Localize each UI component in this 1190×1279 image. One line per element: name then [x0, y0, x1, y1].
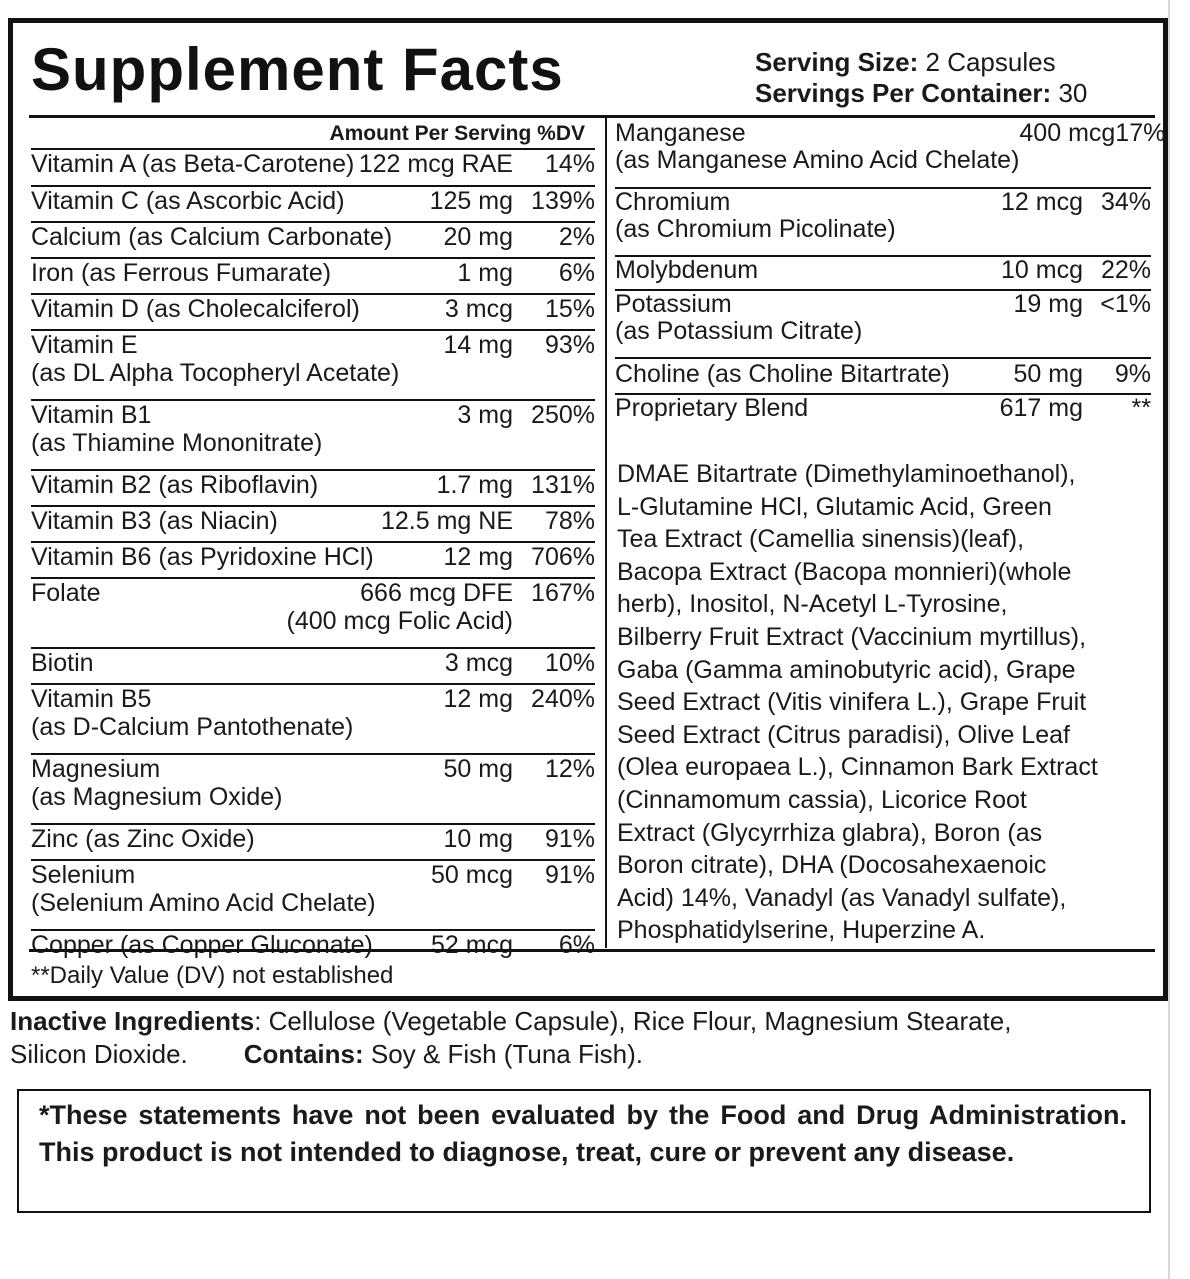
nutrient-amount: 50 mcg: [431, 861, 513, 889]
nutrient-amount: 3 mg: [457, 401, 513, 429]
nutrient-row: [31, 187, 595, 223]
column-divider: [605, 118, 607, 948]
nutrient-name: Vitamin B6 (as Pyridoxine HCl): [31, 543, 374, 571]
nutrient-dv: 706%: [531, 543, 595, 571]
contains-text: Soy & Fish (Tuna Fish).: [370, 1039, 643, 1069]
page-edge-line: [1168, 0, 1170, 1279]
nutrient-row: [615, 189, 1151, 257]
inactive-ingredients: [10, 1005, 1170, 1071]
nutrient-amount: 12 mg: [443, 543, 513, 571]
nutrient-row: [31, 223, 595, 259]
fda-disclaimer: *These statements have not been evaluated by the Food and Drug Administration. This product is not intended to diagnose, treat, cure or prevent any disease.: [17, 1089, 1151, 1213]
nutrient-dv: 240%: [531, 685, 595, 713]
nutrient-name: Choline (as Choline Bitartrate): [615, 360, 950, 388]
nutrient-row: [31, 259, 595, 295]
nutrient-amount: 19 mg: [1013, 290, 1083, 318]
nutrient-name: Chromium: [615, 188, 731, 216]
nutrient-amount: 12.5 mg NE: [380, 507, 513, 535]
nutrient-dv: 78%: [544, 507, 595, 535]
nutrient-dv: 34%: [1100, 188, 1151, 216]
nutrient-name: Vitamin A (as Beta-Carotene): [31, 150, 355, 178]
servings-per-container: Servings Per Container: 30: [755, 78, 1088, 108]
nutrient-row: [31, 649, 595, 685]
nutrient-dv: 12%: [544, 755, 595, 783]
nutrient-amount-note: (400 mcg Folic Acid): [286, 607, 513, 635]
nutrient-name: Magnesium: [31, 755, 161, 783]
nutrient-dv: 93%: [544, 331, 595, 359]
nutrient-amount: 122 mcg RAE: [358, 150, 513, 178]
nutrient-source: (Selenium Amino Acid Chelate): [31, 889, 376, 917]
nutrient-amount: 400 mcg: [1019, 119, 1116, 147]
nutrient-name: Calcium (as Calcium Carbonate): [31, 223, 393, 251]
nutrient-name: Folate: [31, 579, 101, 607]
serving-info: [755, 47, 1087, 109]
nutrient-amount: 14 mg: [443, 331, 513, 359]
nutrient-dv: 2%: [558, 223, 595, 251]
inactive-text-2: Silicon Dioxide.: [10, 1039, 188, 1069]
nutrient-amount: 125 mg: [429, 187, 513, 215]
nutrient-dv: 9%: [1114, 360, 1151, 388]
nutrient-amount: 1.7 mg: [436, 471, 513, 499]
nutrient-amount: 3 mcg: [444, 295, 513, 323]
nutrient-amount: 666 mcg DFE: [360, 579, 513, 607]
nutrient-row: [31, 931, 595, 965]
nutrient-name: Potassium: [615, 290, 732, 318]
nutrient-dv: 131%: [531, 471, 595, 499]
inactive-label: Inactive Ingredients: [10, 1006, 255, 1036]
nutrient-source: (as Potassium Citrate): [615, 317, 863, 345]
nutrient-name: Manganese: [615, 119, 746, 147]
nutrient-row: [31, 825, 595, 861]
dv-footnote: **Daily Value (DV) not established: [31, 962, 394, 989]
nutrient-name: Vitamin B3 (as Niacin): [31, 507, 278, 535]
nutrient-source: (as Magnesium Oxide): [31, 783, 283, 811]
nutrient-row: [31, 685, 595, 755]
nutrient-amount: 50 mg: [443, 755, 513, 783]
nutrient-dv: 17%: [1115, 119, 1166, 147]
nutrient-row: [31, 579, 595, 649]
nutrient-row: [615, 257, 1151, 291]
nutrient-source: (as Chromium Picolinate): [615, 215, 896, 243]
nutrient-row: [31, 295, 595, 331]
contains-label: Contains:: [243, 1039, 364, 1069]
nutrient-name: Biotin: [31, 649, 94, 677]
nutrient-dv: 139%: [531, 187, 595, 215]
nutrient-name: Vitamin B1: [31, 401, 152, 429]
panel-title: Supplement Facts: [31, 36, 564, 103]
nutrient-name: Molybdenum: [615, 256, 759, 284]
nutrient-name: Vitamin B2 (as Riboflavin): [31, 471, 319, 499]
nutrient-row: [31, 755, 595, 825]
nutrient-name: Vitamin D (as Cholecalciferol): [31, 295, 360, 323]
nutrient-dv: 91%: [544, 861, 595, 889]
nutrient-amount: 10 mg: [443, 825, 513, 853]
nutrient-name: Iron (as Ferrous Fumarate): [31, 259, 332, 287]
nutrient-dv: 6%: [558, 259, 595, 287]
nutrient-row: [615, 361, 1151, 395]
nutrient-source: (as DL Alpha Tocopheryl Acetate): [31, 359, 400, 387]
nutrient-name: Proprietary Blend: [615, 394, 809, 422]
nutrient-row: [31, 401, 595, 471]
nutrient-row: [31, 507, 595, 543]
nutrient-row: [615, 291, 1151, 359]
nutrient-amount: 20 mg: [443, 223, 513, 251]
supplement-facts-panel: [8, 18, 1168, 1001]
nutrient-dv: **: [1131, 394, 1151, 422]
nutrient-dv: 167%: [531, 579, 595, 607]
nutrient-dv: 10%: [544, 649, 595, 677]
nutrient-dv: <1%: [1100, 290, 1151, 318]
nutrient-dv: 250%: [531, 401, 595, 429]
nutrient-source: (as Manganese Amino Acid Chelate): [615, 146, 1020, 174]
bottom-divider: [29, 949, 1155, 952]
amount-per-serving-header: Amount Per Serving %DV: [31, 120, 595, 150]
nutrient-name: Vitamin E: [31, 331, 138, 359]
nutrient-row: [615, 395, 1151, 427]
nutrient-amount: 1 mg: [457, 259, 513, 287]
nutrient-dv: 15%: [544, 295, 595, 323]
nutrient-amount: 50 mg: [1013, 360, 1083, 388]
nutrient-row: [31, 543, 595, 579]
nutrient-row: [615, 119, 1166, 189]
top-divider: [29, 115, 1155, 118]
nutrient-source: (as D-Calcium Pantothenate): [31, 713, 354, 741]
nutrient-name: Zinc (as Zinc Oxide): [31, 825, 255, 853]
nutrient-name: Selenium: [31, 861, 136, 889]
nutrient-dv: 22%: [1100, 256, 1151, 284]
nutrient-name: Vitamin C (as Ascorbic Acid): [31, 187, 345, 215]
nutrient-name: Copper (as Copper Gluconate): [31, 931, 373, 959]
nutrient-amount: 12 mcg: [1001, 188, 1083, 216]
nutrient-row: [31, 331, 595, 401]
nutrient-amount: 10 mcg: [1001, 256, 1083, 284]
nutrient-row: [31, 861, 595, 931]
nutrient-amount: 617 mg: [999, 394, 1083, 422]
nutrient-row: [31, 471, 595, 507]
nutrient-amount: 12 mg: [443, 685, 513, 713]
left-nutrient-column: [31, 120, 595, 965]
nutrient-dv: 6%: [558, 931, 595, 959]
nutrient-dv: 91%: [544, 825, 595, 853]
nutrient-source: (as Thiamine Mononitrate): [31, 429, 323, 457]
nutrient-name: Vitamin B5: [31, 685, 152, 713]
nutrient-row: [31, 150, 595, 187]
nutrient-amount: 52 mcg: [431, 931, 513, 959]
nutrient-dv: 14%: [544, 150, 595, 178]
right-nutrient-column: [615, 119, 1166, 427]
inactive-text: : Cellulose (Vegetable Capsule), Rice Flour, Magnesium Stearate,: [254, 1006, 1012, 1036]
serving-size: Serving Size: 2 Capsules: [755, 47, 1056, 77]
nutrient-amount: 3 mcg: [444, 649, 513, 677]
proprietary-blend-ingredients: DMAE Bitartrate (Dimethylaminoethanol), L-Glutamine HCl, Glutamic Acid, Green Tea Extract (Camellia sinensis)(leaf), Bacopa Extract (Bacopa monnieri)(whole herb), Inositol, N-Acetyl L-Tyrosine, Bilberry Fruit Extract (Vaccinium myrtillus), Gaba (Gamma aminobutyric acid), Grape Seed Extract (Vitis vinifera L.), Grape Fruit Seed Extract (Citrus paradisi), Olive Leaf (Olea europaea L.), Cinnamon Bark Extract (Cinnamomum cassia), Licorice Root Extract (Glycyrrhiza glabra), Boron (as Boron citrate), DHA (Docosahexaenoic Acid) 14%, Vanadyl (as Vanadyl sulfate), Phosphatidylserine, Huperzine A.: [617, 460, 1098, 945]
